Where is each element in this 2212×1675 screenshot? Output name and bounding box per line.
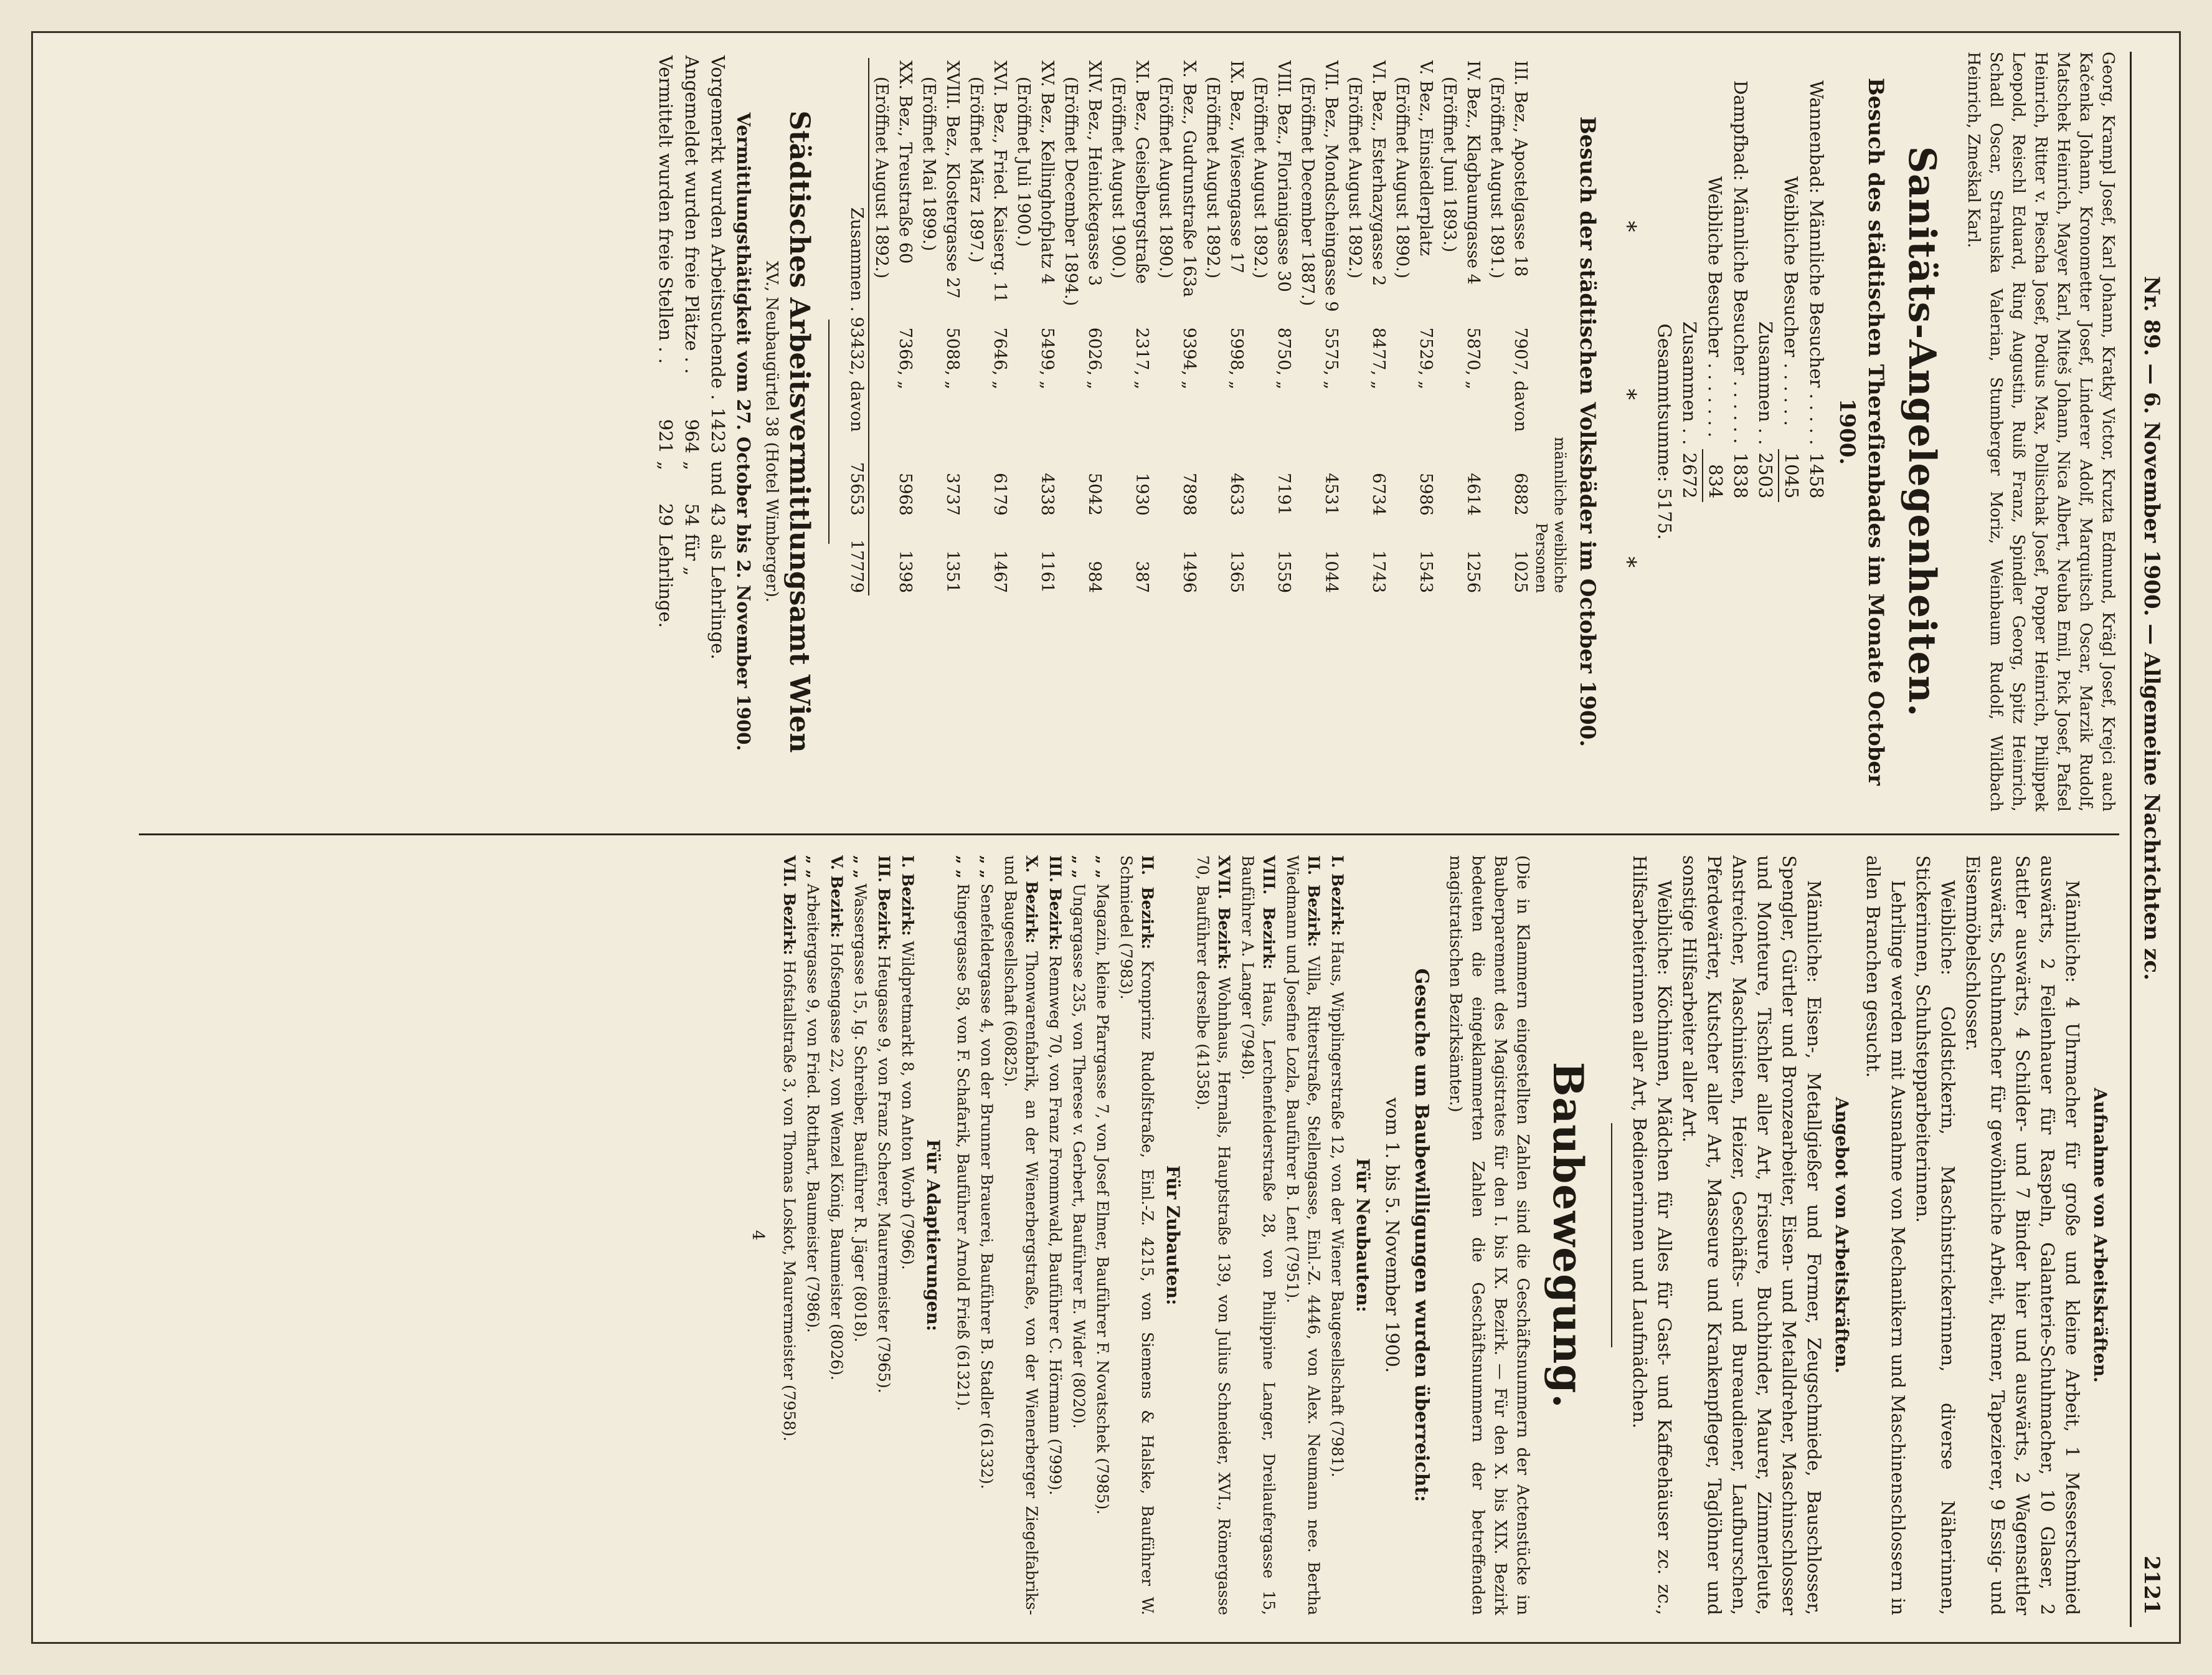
table-row: [1677, 77, 1703, 502]
employment-title: Städtisches Arbeitsvermittlungsamt Wien: [783, 110, 815, 753]
entry-text: Heugasse 9, von Franz Scherer, Maurermeister (7965).: [875, 955, 893, 1393]
bath-female: 1161: [1037, 550, 1057, 594]
bath-male: 4633: [1227, 473, 1246, 516]
emp-mid: „: [681, 461, 702, 471]
bath-male: 3737: [943, 473, 962, 516]
right-column: [89, 855, 2119, 1615]
row-label: Dampfbad: Männliche Besucher . . . . . .: [1730, 80, 1751, 444]
entry-text: Magazin, kleine Pfarrgasse 7, von Josef Elmer, Bauführer F. Novatschek (7985).: [1094, 883, 1112, 1515]
bath-female: 1467: [990, 550, 1009, 594]
bath-total: 7646,: [990, 327, 1009, 376]
bath-male: 4531: [1321, 473, 1341, 516]
bath-name: III. Bez., Apostelgasse 18: [1511, 60, 1530, 277]
bath-name: XX. Bez., Treustraße 60: [896, 60, 915, 264]
table-row: [653, 52, 679, 663]
new-buildings-title: Für Neubauten:: [1353, 1158, 1373, 1312]
table-row: [1753, 77, 1779, 502]
bath-davon: „: [990, 381, 1009, 390]
district-label: VIII. Bezirk:: [1260, 855, 1278, 970]
emp-label: Vermittelt wurden freie Stellen . .: [655, 55, 676, 364]
table-row: [1461, 58, 1485, 596]
entry-text: Arbeitergasse 9, von Fried. Rotthart, Baumeister (7986).: [804, 883, 822, 1333]
table-row: [940, 58, 964, 596]
bath-name: VII. Bez., Mondscheingasse 9: [1321, 60, 1341, 312]
entry-text: Ungargasse 235, von Therese v. Gerbert, Bauführer E. Wider (8020).: [1070, 883, 1088, 1429]
table-row: [917, 58, 940, 596]
table-row: [1011, 58, 1035, 596]
rotated-page-content: [58, 52, 2170, 1627]
grand-total: Gesammtsumme: 5175.: [1654, 323, 1675, 540]
bath-name: XV. Bez., Kellinghofplatz 4: [1037, 60, 1057, 285]
bath-opened: (Eröffnet August 1892.): [1250, 77, 1270, 279]
row-value: 1045: [1779, 449, 1804, 503]
emp-value2: 54: [681, 503, 702, 526]
table-row: [1059, 58, 1082, 596]
requests-title: Gesuche um Baubewilligungen wurden überreicht:: [1411, 968, 1432, 1502]
bath-male: 6179: [990, 473, 1009, 516]
requests-period: vom 1. bis 5. November 1900.: [1382, 1098, 1403, 1373]
list-item: [1044, 855, 1066, 1615]
table-row: [1295, 58, 1319, 596]
entry-text: Rennweg 70, von Franz Frommwald, Bauführer C. Hörmann (7999).: [1046, 955, 1064, 1496]
bath-male: 1930: [1132, 473, 1151, 516]
bath-female: 1543: [1416, 550, 1435, 594]
table-row: [1201, 58, 1224, 596]
list-item: [873, 855, 894, 1615]
entry-text: Ringergasse 58, von F. Schafarik, Bauführer Arnold Frieß (61321).: [954, 883, 972, 1412]
bath-opened: (Eröffnet August 1891.): [1487, 77, 1506, 279]
bath-davon: „: [943, 381, 962, 390]
row-value: 1838: [1730, 452, 1751, 499]
bath-name: IX. Bez., Wiesengasse 17: [1227, 60, 1246, 273]
table-row: [1343, 58, 1366, 596]
bath-davon: „: [1179, 381, 1199, 390]
col-header-male: männliche: [1551, 437, 1569, 516]
header-title: Nr. 89. — 6. November 1900. — Allgemeine Nachrichten zc.: [2139, 276, 2164, 980]
row-label: Zusammen . .: [1679, 321, 1701, 445]
bath-davon: „: [1132, 381, 1151, 390]
bath-total: 5499,: [1037, 327, 1057, 376]
emp-value: 964: [681, 419, 702, 454]
table-row: [1248, 58, 1272, 596]
district-label: III. Bezirk:: [875, 855, 893, 951]
bath-male: 4614: [1463, 473, 1483, 516]
table-row: [1035, 58, 1059, 596]
table-header-row: [1532, 58, 1551, 596]
list-item: [1092, 855, 1113, 1615]
entry-text: Hofstallstraße 3, von Thomas Loskot, Maurermeister (7958).: [780, 960, 798, 1441]
bath-total: 8477,: [1369, 327, 1388, 376]
bath-total: 5870,: [1463, 327, 1483, 376]
bath-female: 1256: [1463, 550, 1483, 594]
district-label: II. Bezirk:: [1305, 855, 1323, 947]
row-value: 834: [1703, 449, 1728, 503]
table-row: [1437, 58, 1461, 596]
footer-page-number: 4: [749, 1230, 767, 1241]
bath-name: X. Bez., Gudrunstraße 163a: [1179, 60, 1199, 298]
workers-apprentices: Lehrlinge werden mit Ausnahme von Mechanikern und Maschinenschlossern in allen Branchen gesucht.: [1863, 855, 1909, 1615]
bath-davon: „: [896, 381, 915, 390]
district-label: V. Bezirk:: [828, 855, 846, 938]
entry-text: Wassergasse 15, Ig. Schreiber, Bauführer R. Jäger (8018).: [851, 883, 869, 1342]
bath-male: 5042: [1085, 473, 1104, 516]
bath-total: 5575,: [1321, 327, 1341, 376]
bath-female: 1025: [1511, 550, 1530, 594]
emp-label: Vorgemerkt wurden Arbeitsuchende .: [707, 55, 729, 401]
table-row: [1153, 58, 1177, 596]
district-label: „ „: [954, 855, 972, 879]
bath-davon: „: [1369, 381, 1388, 390]
district-label: „ „: [1070, 855, 1088, 879]
therese-bath-table: [1677, 77, 1829, 502]
bath-opened: (Eröffnet August 1890.): [1156, 77, 1175, 279]
bath-opened: (Eröffnet December 1894.): [1061, 77, 1080, 306]
col-header-female: weibliche: [1551, 520, 1569, 594]
bath-davon: „: [1463, 381, 1483, 390]
adaptations-title: Für Adaptierungen:: [923, 1139, 943, 1332]
bath-davon: „: [1227, 381, 1246, 390]
emp-label: Angemeldet wurden freie Plätze . .: [681, 55, 702, 374]
bath-davon: „: [1274, 381, 1293, 390]
col-header-persons: Personen: [1533, 523, 1550, 594]
bath-male: 6734: [1369, 473, 1388, 516]
bath-name: XIV. Bez., Heinickegasse 3: [1085, 60, 1104, 287]
emp-tail: für „: [681, 533, 702, 576]
table-row: [964, 58, 988, 596]
list-item: [1282, 855, 1324, 1615]
bath-female: 1351: [943, 550, 962, 594]
volksbaeder-table: [844, 58, 1569, 596]
list-item: [1000, 855, 1042, 1615]
bath-total: 6026,: [1085, 327, 1104, 376]
bath-total: 8750,: [1274, 327, 1293, 376]
bath-opened: (Eröffnet August 1890.): [1392, 77, 1412, 279]
bath-total: 2317,: [1132, 327, 1151, 376]
bath-opened: (Eröffnet December 1887.): [1298, 77, 1317, 306]
entry-text: Haus, Lerchenfelderstraße 28, von Philippine Langer, Dreilaufergasse 15, Bauführer A. Langer (7948).: [1239, 855, 1278, 1615]
list-item: [778, 855, 800, 1615]
bath-total: 5088,: [943, 327, 962, 376]
bath-davon: „: [1037, 381, 1057, 390]
table-row: [893, 58, 917, 596]
bath-name: VI. Bez., Esterhazygasse 2: [1369, 60, 1388, 287]
table-row: [1272, 58, 1295, 596]
district-label: „ „: [804, 855, 822, 879]
district-label: „ „: [978, 855, 996, 879]
table-row: [1177, 58, 1201, 596]
workers-female: Weibliche: Goldstickerin, Maschinstrickerinnen, diverse Näherinnen, Stickerinnen, Schuhstepparbeiterinnen.: [1912, 855, 1959, 1615]
emp-mid: und: [707, 461, 729, 496]
list-item: [849, 855, 871, 1615]
total-davon: davon: [844, 378, 869, 434]
bath-male: 5986: [1416, 473, 1435, 516]
table-row: [1319, 58, 1343, 596]
sanitary-title: Sanitäts-Angelegenheiten.: [1900, 146, 1944, 718]
offer-female: Weibliche: Köchinnen, Mädchen für Alles für Gast- und Kaffeehäuser zc. zc., Hilfsarbeiterinnen aller Art, Bedienerinnen und Laufmädchen.: [1629, 855, 1675, 1615]
row-value: 2503: [1755, 452, 1776, 499]
emp-value: 921: [655, 419, 676, 454]
table-row: [1224, 58, 1248, 596]
bath-female: 1743: [1369, 550, 1388, 594]
bath-davon: davon: [1511, 381, 1530, 432]
entry-text: Wildpretmarkt 8, von Anton Worb (7966).: [899, 941, 917, 1270]
table-row: [1130, 58, 1153, 596]
table-row: [1508, 58, 1532, 596]
entry-text: Haus, Wipplingerstraße 12, von der Wiener Baugesellschaft (7981).: [1328, 941, 1346, 1478]
table-row: [1779, 77, 1804, 502]
table-row: [1390, 58, 1414, 596]
row-label: Wannenbad: Männliche Besucher . . . . .: [1806, 80, 1827, 445]
separator-stars: * * *: [1614, 221, 1640, 643]
table-row: [988, 58, 1011, 596]
district-label: „ „: [1094, 855, 1112, 879]
list-item: [1192, 855, 1234, 1615]
workers-title: Aufnahme von Arbeitskräften.: [2090, 1088, 2110, 1383]
list-item: [1237, 855, 1279, 1615]
emp-value2: 43: [707, 503, 729, 526]
table-row: [1366, 58, 1390, 596]
list-item: [826, 855, 847, 1615]
table-row: [679, 52, 705, 663]
emp-value: 1423: [707, 407, 729, 454]
offer-title: Angebot von Arbeitskräften.: [1832, 1097, 1852, 1374]
list-item: [1115, 855, 1158, 1615]
table-total-row: [844, 58, 869, 596]
total-label: Zusammen .: [844, 58, 869, 315]
entry-text: Senefeldergasse 4, von der Brunner Brauerei, Bauführer B. Stadler (61332).: [978, 883, 996, 1489]
district-label: VII. Bezirk:: [780, 855, 798, 956]
row-label: Weibliche Besucher . . . . . .: [1780, 176, 1802, 426]
emp-value2: 29: [655, 503, 676, 526]
volksbaeder-title: Besuch der städtischen Volksbäder im October 1900.: [1575, 116, 1600, 747]
employment-table: [653, 52, 731, 663]
bath-male: 6882: [1511, 473, 1530, 516]
bath-total: 7907,: [1511, 327, 1530, 376]
bath-female: 387: [1132, 561, 1151, 594]
offer-male: Männliche: Eisen-, Metallgießer und Former, Zeugschmiede, Bauschlosser, Spengler, Gürtler und Bronzearbeiter, Eisen- und Metalldreher, Maschinschlosser und Monteure, Tischler aller Art, Friseure, Buchbinder, Maurer, Zimmerleute, Anstreicher, Maschinisten, Heizer, Geschäfts- und Bureaudiener, Laufburschen, Pferdewärter, Kutscher aller Art, Masseure und Krankenpfleger, Taglöhner und sonstige Hilfsarbeiter aller Art.: [1679, 855, 1825, 1615]
bath-total: 9394,: [1179, 327, 1199, 376]
table-row: [705, 52, 731, 663]
bath-name: IV. Bez., Klagbaumgasse 4: [1463, 60, 1483, 285]
bath-female: 1398: [896, 550, 915, 594]
section-rule: [828, 320, 830, 544]
bath-male: 4338: [1037, 473, 1057, 516]
emp-mid: „: [655, 461, 676, 471]
table-header-row: [1551, 58, 1569, 596]
entry-text: Wohnhaus, Hernals, Hauptstraße 139, von Julius Schneider, XVI., Römergasse 70, Bauführer derselbe (41358).: [1194, 855, 1233, 1615]
bath-female: 984: [1085, 561, 1104, 594]
bath-opened: (Eröffnet August 1892.): [872, 77, 891, 279]
district-label: II. Bezirk:: [1138, 855, 1156, 950]
entry-text: Hofsengasse 22, von Wenzel König, Baumeister (8026).: [828, 942, 846, 1380]
bath-opened: (Eröffnet August 1892.): [1345, 77, 1364, 279]
emp-tail: Lehrlinge.: [655, 533, 676, 629]
bath-name: XI. Bez., Geiselbergstraße: [1132, 60, 1151, 284]
bath-total: 7529,: [1416, 327, 1435, 376]
table-row: [1804, 77, 1829, 502]
bath-name: VIII. Bez., Florianigasse 30: [1274, 60, 1293, 292]
total-value: 93432,: [844, 315, 869, 378]
bath-name: XVIII. Bez., Klostergasse 27: [943, 60, 962, 299]
section-rule: [1611, 1123, 1612, 1347]
bath-opened: (Eröffnet August 1900.): [1108, 77, 1128, 279]
employment-address: XV., Neubaugürtel 38 (Hotel Wimberger).: [762, 260, 781, 603]
table-row: [1485, 58, 1508, 596]
table-row: [1414, 58, 1437, 596]
table-row: [1703, 77, 1728, 502]
building-title: Baubewegung.: [1544, 1061, 1592, 1409]
row-value: 1458: [1806, 452, 1827, 499]
row-label: Zusammen . .: [1755, 321, 1777, 445]
entry-text: Thonwarenfabrik, an der Wienerbergstraße, von der Wienerberger Ziegelfabriks- und Baugesellschaft (60825).: [1001, 855, 1041, 1615]
table-row: [869, 58, 893, 596]
list-item: [1326, 855, 1348, 1615]
names-list: Georg, Krampl Josef, Karl Johann, Kratky Victor, Kruzta Edmund, Krägl Josef, Krejci auch Kačenka Johann, Kronometter Josef, Linderer Adolf, Marquitsch Oscar, Marzik Rudolf, Matschek Heinrich, Mayer Karl, Miteš Johann, Nica Albert, Neuba Emil, Pick Josef, Pafsel Heinrich, Ritter v. Piescha Josef, Podius Max, Pollischak Josef, Popper Heinrich, Philippek Leopold, Reischl Eduard, Ring Augustin, Ruiß Franz, Spindler Georg, Spitz Heinrich, Schadl Oscar, Strahuska Valerian, Stumberger Moriz, Weinbaum Rudolf, Wildbach Heinrich, Zmeškal Karl.: [1964, 52, 2117, 812]
bath-total: 7366,: [896, 327, 915, 376]
bath-opened: (Eröffnet Juni 1893.): [1440, 77, 1459, 253]
bath-total: 5998,: [1227, 327, 1246, 376]
bath-opened: (Eröffnet August 1892.): [1203, 77, 1222, 279]
running-header: [2130, 52, 2170, 1627]
newspaper-sheet: [31, 31, 2181, 1644]
bath-opened: (Eröffnet Juli 1900.): [1014, 77, 1033, 247]
row-value: 2672: [1679, 452, 1700, 499]
total-male: 75653: [844, 434, 869, 518]
list-item: [802, 855, 823, 1615]
bath-opened: (Eröffnet Mai 1899.): [919, 77, 938, 252]
bath-davon: „: [1416, 381, 1435, 390]
district-label: „ „: [851, 855, 869, 879]
list-item: [976, 855, 997, 1615]
employment-period: Vermittlungsthätigkeit vom 27. October bis 2. November 1900.: [733, 112, 754, 751]
bath-davon: „: [1321, 381, 1341, 390]
district-label: III. Bezirk:: [1046, 855, 1064, 951]
bath-female: 1496: [1179, 550, 1199, 594]
additions-title: Für Zubauten:: [1163, 1165, 1183, 1306]
header-page-number: 2121: [2139, 1555, 2164, 1615]
list-item: [1068, 855, 1089, 1615]
table-row: [1106, 58, 1130, 596]
list-item: [897, 855, 918, 1615]
row-label: Weibliche Besucher . . . . . . .: [1704, 176, 1726, 438]
bath-female: 1559: [1274, 550, 1293, 594]
emp-tail: als Lehrlinge.: [707, 533, 729, 660]
entry-text: Villa, Ritterstraße, Stellengasse, Einl.-Z. 4446, von Alex. Neumann nee. Bertha Wiedmann und Josefine Lozla, Bauführer B. Lent (7951).: [1283, 855, 1323, 1615]
column-divider: [139, 833, 2119, 835]
district-label: I. Bezirk:: [899, 855, 917, 936]
bath-female: 1044: [1321, 550, 1341, 594]
bath-davon: „: [1085, 381, 1104, 390]
building-note: (Die in Klammern eingestellten Zahlen sind die Geschäftsnummern der Actenstücke im Bauberparement des Magistrates für den I. bis IX. Bezirk. — Für den X. bis XIX. Bezirk bedeuten die eingeklammerten Zahlen die Geschäftsnummern der betreffenden magistratischen Bezirksämter.): [1446, 855, 1532, 1615]
district-label: X. Bezirk:: [1023, 855, 1041, 944]
entry-text: Kronprinz Rudolfstraße, Einl.-Z. 4215, von Siemens & Halske, Bauführer W. Schmiedel (7983).: [1117, 855, 1156, 1615]
bath-female: 1365: [1227, 550, 1246, 594]
bath-name: XVI. Bez., Fried. Kaiserg. 11: [990, 60, 1009, 303]
total-female: 17779: [844, 518, 869, 596]
workers-male: Männliche: 4 Uhrmacher für große und kleine Arbeit, 1 Messerschmied auswärts, 2 Feilenhauer für Raspeln, Galanterie-Schuhmacher, 10 Glaser, 2 Sattler auswärts, 4 Schilder- und 7 Binder hier und auswärts, 2 Wagensattler auswärts, Schuhmacher für gewöhnliche Arbeit, Riemer, Tapezierer, 9 Essig- und Eisenmöbelschlosser.: [1962, 855, 2083, 1615]
district-label: XVII. Bezirk:: [1215, 855, 1233, 970]
bath-male: 7898: [1179, 473, 1199, 516]
bath-male: 7191: [1274, 473, 1293, 516]
left-column: [89, 52, 2119, 812]
table-row: [1082, 58, 1106, 596]
bath-opened: (Eröffnet März 1897.): [967, 77, 986, 263]
table-row: [1728, 77, 1753, 502]
list-item: [952, 855, 973, 1615]
district-label: I. Bezirk:: [1328, 855, 1346, 936]
therese-bath-title: Besuch des städtischen Thereſienbades im Monate October 1900.: [1835, 77, 1888, 786]
bath-name: V. Bez., Einsiedlerplatz: [1416, 60, 1435, 256]
bath-male: 5968: [896, 473, 915, 516]
